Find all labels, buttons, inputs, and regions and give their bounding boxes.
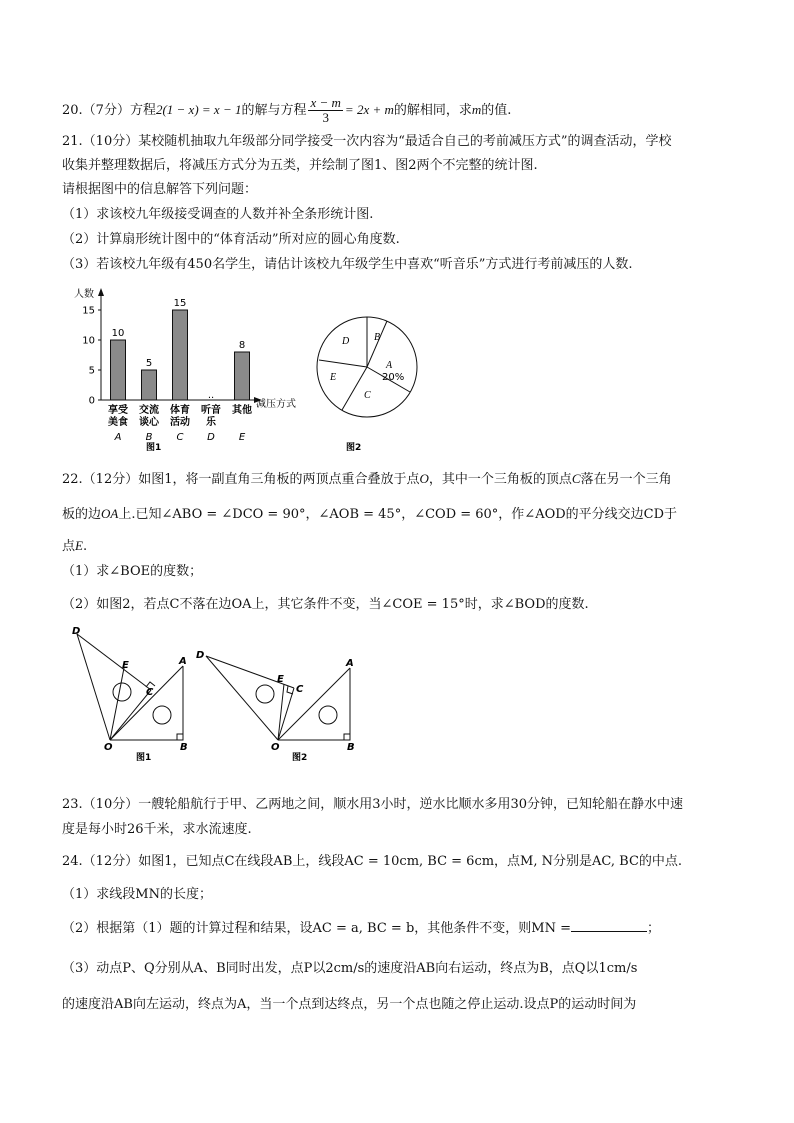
q21-line1: 21.（10分）某校随机抽取九年级部分同学接受一次内容为“最适合自己的考前减压方式”的调查活动，学校: [62, 134, 672, 149]
x-axis-label: 减压方式: [256, 399, 296, 410]
q22-line3-text-c: .: [82, 539, 88, 554]
bar: [142, 370, 157, 400]
q21-line2: 收集并整理数据后，将减压方式分为五类，并绘制了图1、图2两个不完整的统计图.: [62, 158, 538, 173]
q22-sub2: （2）如图2，若点C不落在边OA上，其它条件不变，当∠COE = 15°时，求∠BOD的度数.: [62, 597, 589, 612]
y-tick-label: 5: [88, 365, 95, 377]
y-axis-arrow: [98, 288, 104, 296]
q22-line2-text-a: 板的边: [62, 507, 102, 522]
missing-bar-dots: ..: [207, 390, 215, 401]
q22-point-e: E: [75, 538, 83, 553]
q20-frac-den: 3: [322, 110, 329, 125]
right-angle-mark-b: [344, 734, 350, 740]
y-tick-label: 10: [82, 335, 95, 347]
q24-sub2-text: （2）根据第（1）题的计算过程和结果，设AC = a, BC = b，其他条件不变，则MN =: [62, 921, 571, 936]
bar: [111, 340, 126, 400]
segment-oe: [110, 668, 124, 740]
x-tick-label: 享受: [108, 405, 128, 416]
label-d: D: [196, 650, 205, 661]
bar-value-label: 8: [238, 340, 246, 351]
x-category-letter: B: [145, 432, 153, 443]
label-a: A: [346, 658, 354, 669]
q24-sub3-line2: 的速度沿AB向左运动，终点为A，当一个点到达终点，另一个点也随之停止运动.设点P的运动时间为: [62, 997, 637, 1012]
q22-point-o: O: [419, 471, 429, 486]
q22-line2: [62, 505, 677, 524]
q22-edge-oa: OA: [101, 506, 119, 521]
q22-line3-text-a: 点: [62, 539, 76, 554]
x-category-letter: C: [176, 432, 184, 443]
pie-label-a: A: [386, 360, 393, 371]
q22-line1-text-e: 落在另一个三角: [580, 472, 672, 487]
segment-dc: [77, 634, 151, 690]
q24-line1: 24.（12分）如图1，已知点C在线段AB上，线段AC = 10cm, BC = 6cm，点M, N分别是AC, BC的中点.: [62, 854, 683, 869]
q20-eq2: = 2x + m: [344, 102, 394, 117]
pie-chart-figure: [312, 312, 422, 457]
y-tick-label: 15: [82, 305, 95, 317]
q20-end: 的值.: [481, 103, 512, 118]
x-tick-label: 其他: [232, 405, 252, 416]
bar-value-label: 10: [111, 328, 125, 339]
q22-line2-text-c: 上.已知∠ABO = ∠DCO = 90°，∠AOB = 45°，∠COD = 60°，作∠AOD的平分线交边CD于: [118, 507, 678, 522]
q21-sub1: （1）求该校九年级接受调查的人数并补全条形统计图.: [62, 207, 374, 222]
x-tick-label: 交流: [139, 405, 159, 416]
q22-line3: [62, 537, 87, 556]
q20-fraction: [308, 96, 342, 125]
pie-label-d: D: [342, 336, 350, 347]
x-category-letter: D: [207, 432, 215, 443]
label-b: B: [347, 742, 355, 753]
bar: [235, 352, 250, 400]
q24-sub1: （1）求线段MN的长度；: [62, 887, 212, 902]
segment-od: [77, 634, 110, 740]
bar-value-label: 5: [145, 358, 153, 369]
chart2-caption: 图2: [346, 443, 362, 453]
right-angle-mark-b: [177, 734, 183, 740]
bar-layer: [82, 298, 252, 443]
bar-value-label: 15: [173, 298, 187, 309]
pie-label-c: C: [364, 390, 371, 401]
x-tick-label: 听音: [201, 405, 221, 416]
x-tick-label: 活动: [170, 417, 190, 428]
y-axis-label: 人数: [74, 289, 94, 300]
label-b: B: [180, 742, 188, 753]
bar-chart-figure: [62, 282, 312, 462]
label-e: E: [277, 674, 284, 685]
pie-slice-boundary: [319, 360, 367, 367]
label-d: D: [72, 626, 81, 637]
label-c: C: [146, 687, 154, 698]
label-e: E: [122, 660, 129, 671]
pie-label-a-percent: 20%: [382, 372, 405, 383]
x-tick-label: 谈心: [139, 417, 159, 428]
geometry-figure-1: [66, 624, 196, 764]
label-a: A: [179, 656, 187, 667]
segment-oa: [110, 666, 183, 740]
x-tick-label: 体育: [170, 405, 190, 416]
q20-prefix: 20.（7分）方程: [62, 103, 156, 118]
q22-point-c: C: [571, 471, 581, 486]
q24-sub2: [62, 919, 660, 938]
triangle-hole: [319, 706, 337, 724]
label-o: O: [271, 742, 280, 753]
geometry-figure-2: [192, 640, 372, 765]
q20-mid: 的解与方程: [241, 103, 307, 118]
x-tick-label: 美食: [108, 417, 128, 428]
label-c: C: [296, 684, 304, 695]
q22-line1: [62, 470, 672, 489]
fig1-caption: 图1: [136, 753, 152, 763]
q21-sub3: （3）若该校九年级有450名学生，请估计该校九年级学生中喜欢“听音乐”方式进行考前减压的人数.: [62, 257, 633, 272]
chart1-caption: 图1: [146, 443, 162, 453]
pie-slice-boundary: [342, 367, 367, 410]
x-category-letter: A: [114, 432, 122, 443]
triangle-hole: [153, 706, 171, 724]
x-tick-label: 乐: [206, 417, 216, 428]
q24-sub2-end: ；: [646, 921, 660, 936]
q20-eq1: 2(1 − x) = x − 1: [155, 102, 242, 117]
q22-line1-text-a: 22.（12分）如图1，将一副直角三角板的两顶点重合叠放于点: [62, 472, 420, 487]
triangle-hole: [256, 685, 274, 703]
q21-sub2: （2）计算扇形统计图中的“体育活动”所对应的圆心角度数.: [62, 232, 400, 247]
triangle-hole: [113, 683, 131, 701]
q24-sub3-line1: （3）动点P、Q分别从A、B同时出发，点P以2cm/s的速度沿AB向右运动，终点为B，点Q以1cm/s: [62, 961, 638, 976]
q20-suffix: 的解相同，求: [393, 103, 472, 118]
answer-blank: [571, 919, 647, 932]
label-o: O: [104, 742, 113, 753]
q20-frac-num: x − m: [310, 95, 341, 110]
q22-sub1: （1）求∠BOE的度数；: [62, 564, 203, 579]
q22-line1-text-c: ，其中一个三角板的顶点: [428, 472, 572, 487]
fig2-caption: 图2: [292, 753, 308, 763]
q20-line: [62, 96, 511, 125]
q21-line3: 请根据图中的信息解答下列问题：: [62, 182, 258, 197]
x-category-letter: E: [238, 432, 246, 443]
segment-oc: [110, 690, 151, 740]
q23-line2: 度是每小时26千米，求水流速度.: [62, 822, 252, 837]
bar: [173, 310, 188, 400]
pie-label-b: B: [374, 332, 381, 343]
pie-slice-boundary: [367, 321, 387, 367]
q20-var: m: [471, 102, 482, 117]
pie-label-e: E: [330, 372, 337, 383]
q23-line1: 23.（10分）一艘轮船航行于甲、乙两地之间，顺水用3小时，逆水比顺水多用30分钟，已知轮船在静水中速: [62, 797, 684, 812]
y-tick-label: 0: [88, 395, 95, 407]
